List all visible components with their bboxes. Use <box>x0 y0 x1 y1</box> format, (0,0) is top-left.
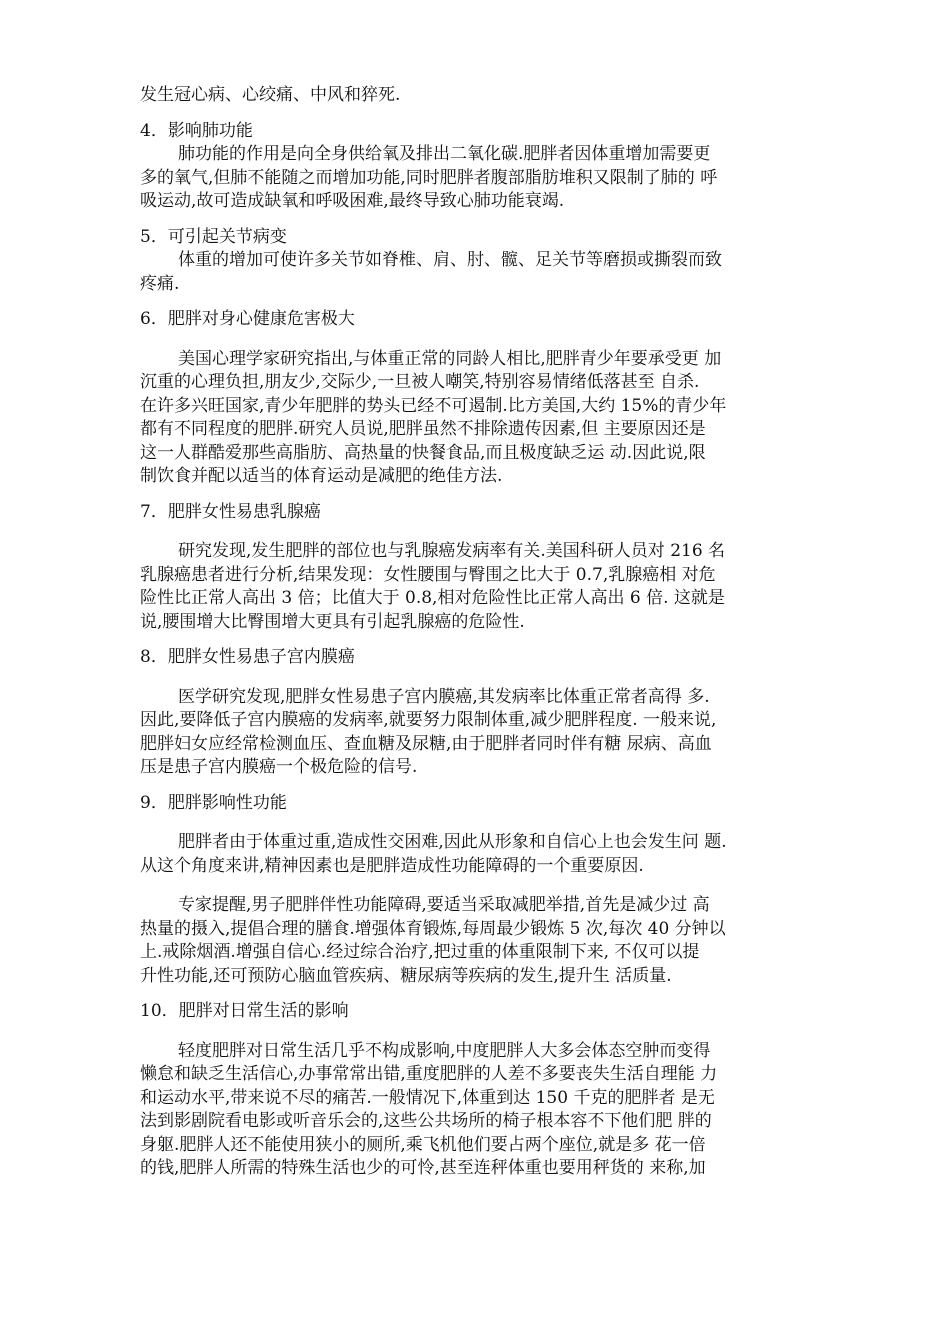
spacer <box>140 489 820 501</box>
section-heading: 9．肥胖影响性功能 <box>140 792 287 813</box>
text-line: 研究发现,发生肥胖的部位也与乳腺癌发病率有关.美国科研人员对 216 名 <box>178 541 726 561</box>
text-line: 都有不同程度的肥胖.研究人员说,肥胖虽然不排除遗传因素,但 主要原因还是 <box>140 419 706 439</box>
paragraph <box>140 686 820 710</box>
paragraph <box>140 348 820 372</box>
paragraph <box>140 709 820 780</box>
text-line: 升性功能,还可预防心脑血管疾病、糖尿病等疾病的发生,提升生 活质量. <box>140 965 672 986</box>
text-line: 懒怠和缺乏生活信心,办事常常出错,重度肥胖的人差不多要丧失生活自理能 力 <box>140 1064 718 1084</box>
paragraph <box>140 1063 820 1181</box>
paragraph <box>140 564 820 635</box>
spacer <box>140 1024 820 1040</box>
text-line: 因此,要降低子宫内膜癌的发病率,就要努力限制体重,减少肥胖程度. 一般来说, <box>140 710 717 730</box>
paragraph <box>140 831 820 855</box>
paragraph <box>140 167 820 214</box>
paragraph <box>140 540 820 564</box>
text-line: 吸运动,故可造成缺氧和呼吸困难,最终导致心肺功能衰竭. <box>140 191 565 211</box>
spacer <box>140 815 820 831</box>
spacer <box>140 634 820 646</box>
text-line: 乳腺癌患者进行分析,结果发现：女性腰围与臀围之比大于 0.7,乳腺癌相 对危 <box>140 564 716 585</box>
paragraph <box>140 273 820 297</box>
spacer <box>140 214 820 226</box>
paragraph <box>140 918 820 989</box>
spacer <box>140 780 820 792</box>
paragraph <box>140 84 820 108</box>
text-line: 美国心理学家研究指出,与体重正常的同龄人相比,肥胖青少年要承受更 加 <box>178 348 722 369</box>
text-line: 肺功能的作用是向全身供给氧及排出二氧化碳.肥胖者因体重增加需要更 <box>178 144 711 164</box>
text-line: 肥胖妇女应经常检测血压、查血糖及尿糖,由于肥胖者同时伴有糖 尿病、高血 <box>140 733 712 754</box>
text-line: 的钱,肥胖人所需的特殊生活也少的可怜,甚至连秤体重也要用秤货的 来称,加 <box>140 1158 706 1178</box>
text-line: 压是患子宫内膜癌一个极危险的信号. <box>140 757 418 777</box>
spacer <box>140 332 820 348</box>
section-heading: 10．肥胖对日常生活的影响 <box>140 1001 349 1021</box>
paragraph <box>140 371 820 489</box>
text-line: 医学研究发现,肥胖女性易患子宫内膜癌,其发病率比体重正常者高得 多. <box>178 686 710 707</box>
text-line: 险性比正常人高出 3 倍；比值大于 0.8,相对危险性比正常人高出 6 倍. 这就是 <box>140 588 725 608</box>
text-line: 法到影剧院看电影或听音乐会的,这些公共场所的椅子根本容不下他们肥 胖的 <box>140 1111 712 1131</box>
section-heading: 8．肥胖女性易患子宫内膜癌 <box>140 647 355 667</box>
spacer <box>140 878 820 894</box>
text-line: 发生冠心病、心绞痛、中风和猝死. <box>140 85 401 105</box>
spacer <box>140 524 820 540</box>
text-line: 制饮食并配以适当的体育运动是减肥的绝佳方法. <box>140 466 503 486</box>
paragraph <box>140 894 820 918</box>
text-line: 在许多兴旺国家,青少年肥胖的势头已经不可遏制.比方美国,大约 15%的青少年 <box>140 395 727 416</box>
text-line: 上.戒除烟酒.增强自信心.经过综合治疗,把过重的体重限制下来, 不仅可以提 <box>140 942 700 962</box>
paragraph <box>140 249 820 273</box>
text-line: 体重的增加可使许多关节如脊椎、肩、肘、髋、足关节等磨损或撕裂而致 <box>178 250 722 270</box>
text-line: 疼痛. <box>140 273 180 294</box>
spacer <box>140 108 820 120</box>
spacer <box>140 988 820 1000</box>
paragraph <box>140 855 820 879</box>
text-line: 多的氧气,但肺不能随之而增加功能,同时肥胖者腹部脂肪堆积又限制了肺的 呼 <box>140 167 718 188</box>
section-heading: 7．肥胖女性易患乳腺癌 <box>140 501 321 522</box>
paragraph <box>140 1040 820 1064</box>
text-line: 专家提醒,男子肥胖伴性功能障碍,要适当采取减肥举措,首先是减少过 高 <box>178 895 710 915</box>
text-line: 身躯.肥胖人还不能使用狭小的厕所,乘飞机他们要占两个座位,就是多 花一倍 <box>140 1134 706 1155</box>
spacer <box>140 670 820 686</box>
text-line: 沉重的心理负担,朋友少,交际少,一旦被人嘲笑,特别容易情绪低落甚至 自杀. <box>140 372 700 392</box>
text-line: 这一人群酷爱那些高脂肪、高热量的快餐食品,而且极度缺乏运 动.因此说,限 <box>140 442 706 463</box>
text-line: 从这个角度来讲,精神因素也是肥胖造成性功能障碍的一个重要原因. <box>140 855 644 876</box>
section-heading: 6．肥胖对身心健康危害极大 <box>140 309 355 329</box>
section-heading: 4．影响肺功能 <box>140 120 253 141</box>
spacer <box>140 296 820 308</box>
text-line: 热量的摄入,提倡合理的膳食.增强体育锻炼,每周最少锻炼 5 次,每次 40 分钟以 <box>140 918 726 939</box>
text-line: 轻度肥胖对日常生活几乎不构成影响,中度肥胖人大多会体态空肿而变得 <box>178 1040 711 1061</box>
text-line: 说,腰围增大比臀围增大更具有引起乳腺癌的危险性. <box>140 611 525 632</box>
text-line: 肥胖者由于体重过重,造成性交困难,因此从形象和自信心上也会发生问 题. <box>178 832 727 852</box>
section-heading: 5．可引起关节病变 <box>140 226 287 247</box>
paragraph <box>140 143 820 167</box>
text-line: 和运动水平,带来说不尽的痛苦.一般情况下,体重到达 150 千克的肥胖者 是无 <box>140 1087 715 1108</box>
